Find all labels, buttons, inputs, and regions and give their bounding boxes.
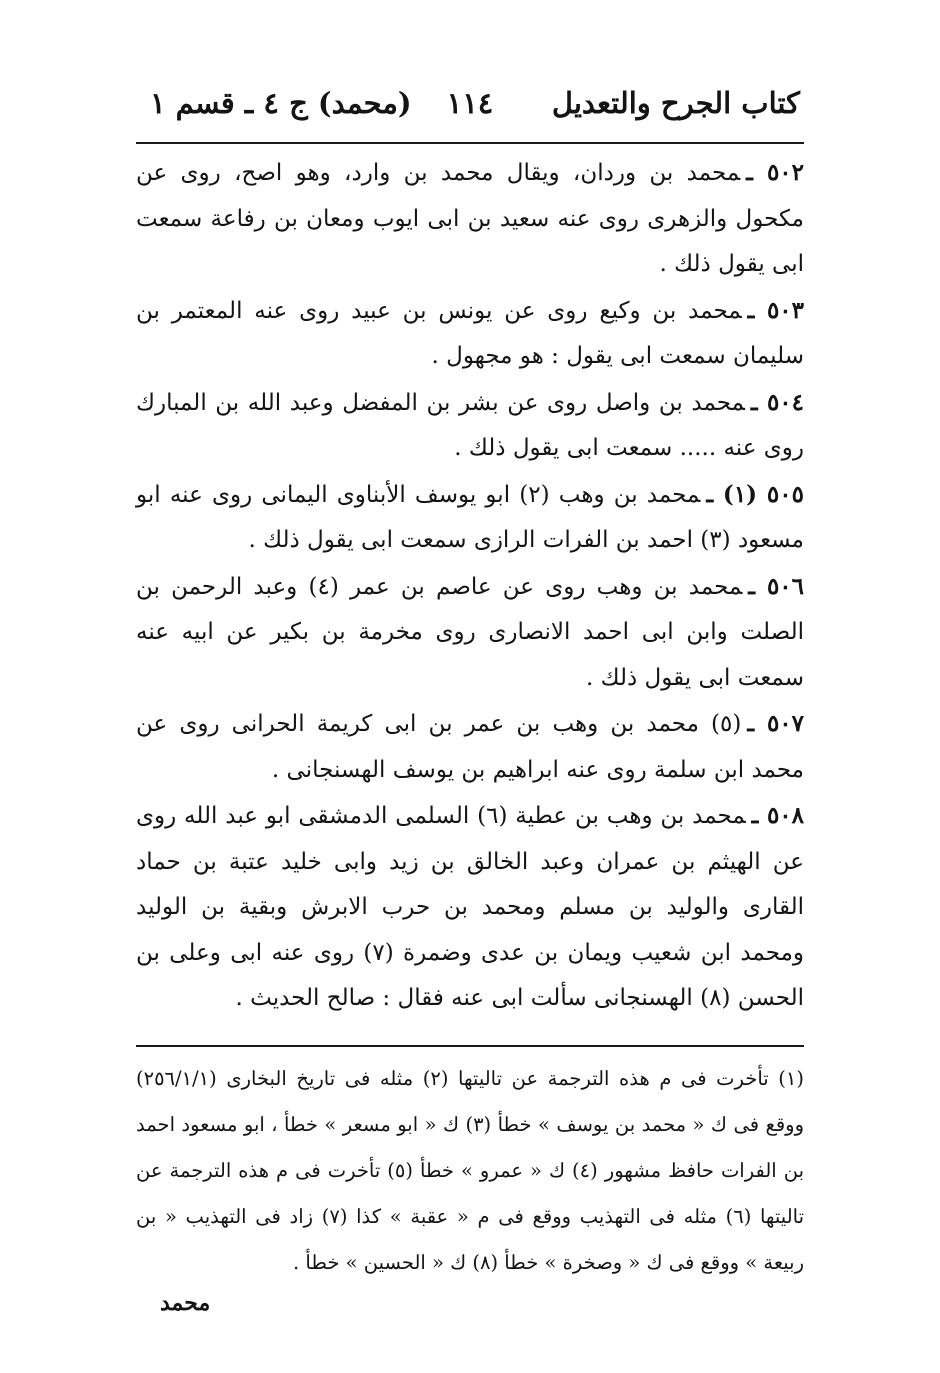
- catchword: محمد: [160, 1290, 211, 1316]
- entry-507: [136, 701, 804, 793]
- entry-text: محمد بن وهب بن عطية (٦) السلمى الدمشقى ابو عبد الله روى عن الهيثم بن عمران وعبد الخالق بن زيد وابى خليد عتبة بن حماد القارى والوليد بن مسلم ومحمد بن حرب الابرش وبقية بن الوليد ومحمد ابن شعيب ويمان بن عدى وضمرة (٧) روى عنه ابى وعلى بن الحسن (٨) الهسنجانى سألت ابى عنه فقال : صالح الحديث .: [136, 803, 804, 1011]
- entry-505: [136, 472, 804, 564]
- entry-text: محمد بن وردان، ويقال محمد بن وارد، وهو اصح، روى عن مكحول والزهرى روى عنه سعيد بن ابى ايوب ومعان بن رفاعة سمعت ابى يقول ذلك .: [136, 160, 804, 277]
- entry-number: ٥٠٦ ـ: [748, 572, 804, 600]
- entry-text: محمد بن وهب روى عن عاصم بن عمر (٤) وعبد الرحمن بن الصلت وابن ابى احمد الانصارى روى مخرمة بن بكير عن ابيه عنه سمعت ابى يقول ذلك .: [136, 573, 804, 691]
- entry-text: محمد بن وكيع روى عن يونس بن عبيد روى عنه المعتمر بن سليمان سمعت ابى يقول : هو مجهول .: [136, 297, 804, 369]
- entry-number: ٥٠٨ ـ: [751, 802, 805, 829]
- entry-text: محمد بن وهب (٢) ابو يوسف الأبناوى اليمانى روى عنه ابو مسعود (٣) احمد بن الفرات الرازى سمعت ابى يقول ذلك .: [136, 481, 804, 553]
- entries-list: [136, 150, 804, 1022]
- volume-info: (محمد) ج ٤ ـ قسم ١: [150, 86, 412, 120]
- entry-number: ٥٠٧ ـ: [747, 710, 805, 737]
- entry-504: [136, 380, 804, 472]
- entry-502: [136, 150, 804, 288]
- entry-number: ٥٠٥ (١) ـ: [706, 480, 804, 508]
- footnote-rule: [136, 1045, 804, 1047]
- entry-text: (٥) محمد بن وهب بن عمر بن ابى كريمة الحرانى روى عن محمد ابن سلمة روى عنه ابراهيم بن يوسف الهسنجانى .: [136, 711, 804, 783]
- entry-503: [136, 288, 804, 380]
- entry-506: [136, 564, 804, 702]
- entry-number: ٥٠٣ ـ: [747, 296, 804, 324]
- header-rule: [136, 142, 804, 144]
- book-title: كتاب الجرح والتعديل: [551, 86, 800, 120]
- entry-text: محمد بن واصل روى عن بشر بن المفضل وعبد الله بن المبارك روى عنه ..... سمعت ابى يقول ذلك .: [136, 389, 804, 461]
- entry-508: [136, 793, 804, 1022]
- running-header: [140, 82, 800, 134]
- entry-number: ٥٠٢ ـ: [746, 159, 804, 186]
- page-number: ١١٤: [446, 86, 494, 120]
- entry-number: ٥٠٤ ـ: [750, 388, 804, 416]
- footnotes: (١) تأخرت فى م هذه الترجمة عن تاليتها (٢) مثله فى تاريخ البخارى (٢٥٦/١/١) ووقع فى ك « محمد بن يوسف » خطأ (٣) ك « ابو مسعر » خطأ ، ابو مسعود احمد بن الفرات حافظ مشهور (٤) ك « عمرو » خطأ (٥) تأخرت فى م هذه الترجمة عن تاليتها (٦) مثله فى التهذيب ووقع فى م « عقبة » كذا (٧) زاد فى التهذيب « بن ربيعة » ووقع فى ك « وصخرة » خطأ (٨) ك « الحسين » خطأ .: [136, 1067, 804, 1274]
